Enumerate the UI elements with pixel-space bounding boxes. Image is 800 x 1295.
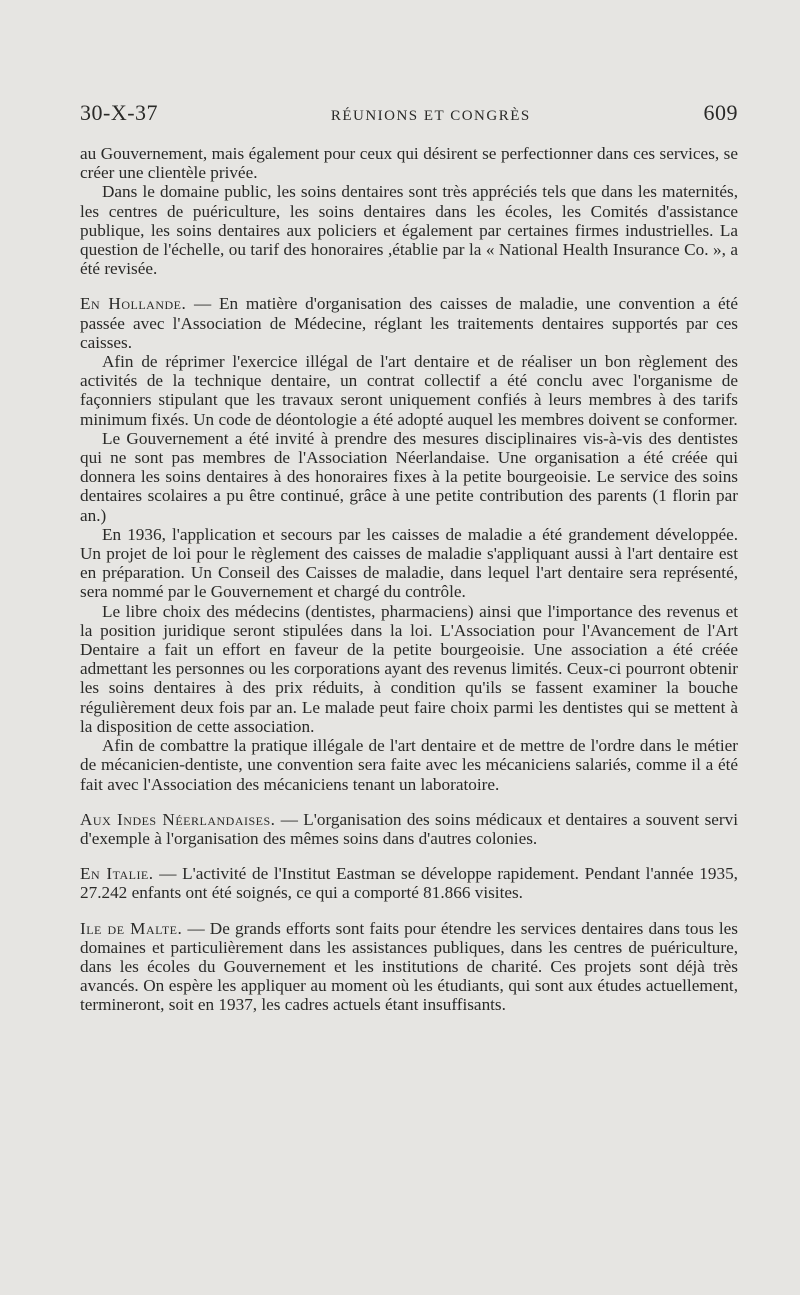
section-malte xyxy=(80,919,738,1015)
page-number: 609 xyxy=(703,100,738,125)
paragraph-text: au Gouvernement, mais également pour ceux qui désirent se perfectionner dans ces services, se créer une clientèle privée. xyxy=(80,144,738,183)
paragraph-5 xyxy=(80,429,738,525)
paragraph-8 xyxy=(80,736,738,794)
running-head xyxy=(80,100,738,126)
section-hollande xyxy=(80,294,738,352)
paragraph-text: Afin de combattre la pratique illégale de l'art dentaire et de mettre de l'ordre dans le métier de mécanicien-dentiste, une convention sera faite avec les mécaniciens salariés, comme il a été fait avec l'Association des mécaniciens tenant un laboratoire. xyxy=(80,736,738,794)
section-heading: En Hollande. xyxy=(80,294,187,314)
page xyxy=(80,100,738,1015)
paragraph-text: — En matière d'organisation des caisses de maladie, une convention a été passée avec l'Association de Médecine, réglant les traitements dentaires supportés par ces caisses. xyxy=(80,294,738,352)
header-date: 30-X-37 xyxy=(80,100,159,125)
paragraph-text: — L'organisation des soins médicaux et dentaires a souvent servi d'exemple à l'organisation des mêmes soins dans d'autres colonies. xyxy=(80,809,738,848)
section-heading: Aux Indes Néerlandaises. xyxy=(80,809,276,829)
body-text xyxy=(80,144,738,1015)
section-indes xyxy=(80,810,738,848)
section-heading: Ile de Malte. xyxy=(80,918,183,938)
paragraph-text: En 1936, l'application et secours par les caisses de maladie a été grandement développée. Un projet de loi pour le règlement des caisses de maladie s'appliquant aussi à l'art dentaire est en préparation. Un Conseil des Caisses de maladie, dans lequel l'art dentaire sera représenté, sera nommé par le Gouvernement et chargé du contrôle. xyxy=(80,524,738,602)
paragraph-4 xyxy=(80,352,738,429)
paragraph-2 xyxy=(80,182,738,278)
paragraph-7 xyxy=(80,602,738,736)
paragraph-text: Afin de réprimer l'exercice illégal de l'art dentaire et de réaliser un bon règlement des activités de la technique dentaire, un contrat collectif a été conclu avec l'organisme de façonniers stipulant que les travaux seront uniquement confiés à leurs membres à des tarifs minimum fixés. Un code de déontologie a été adopté auquel les membres doivent se conformer. xyxy=(80,352,738,429)
paragraph-text: — De grands efforts sont faits pour étendre les services dentaires dans tous les domaines et particulièrement dans les assistances publiques, dans les centres de puériculture, dans les écoles du Gouvernement et les institutions de charité. Ces projets sont déjà très avancés. On espère les appliquer au moment où les étudiants, qui sont aux études actuellement, termineront, soit en 1937, les cadres actuels étant insuffisants. xyxy=(80,918,738,1015)
section-italie xyxy=(80,864,738,902)
paragraph-text: Le libre choix des médecins (dentistes, pharmaciens) ainsi que l'importance des revenus et la position juridique seront stipulées dans la loi. L'Association pour l'Avancement de l'Art Dentaire a fait un effort en faveur de la petite bourgeoisie. Une association a été créée admettant les personnes ou les corporations ayant des revenus limités. Ceux-ci pourront obtenir les soins dentaires à des prix réduits, à condition qu'ils se fassent examiner la bouche régulièrement deux fois par an. Le malade peut faire choix parmi les dentistes qui se mettent à la disposition de cette association. xyxy=(80,601,738,736)
header-title: RÉUNIONS ET CONGRÈS xyxy=(330,108,531,124)
paragraph-text: Le Gouvernement a été invité à prendre des mesures disciplinaires vis-à-vis des dentistes qui ne sont pas membres de l'Association Néerlandaise. Une organisation a été créée qui donnera les soins dentaires à des honoraires fixes à la petite bourgeoisie. Le service des soins dentaires scolaires a pu être continué, grâce à une petite contribution des parents (1 florin par an.) xyxy=(80,428,738,525)
paragraph-text: Dans le domaine public, les soins dentaires sont très appréciés tels que dans les maternités, les centres de puériculture, les soins dentaires dans les écoles, les Comités d'assistance publique, les soins dentaires aux policiers et également par certaines firmes industrielles. La question de l'échelle, ou tarif des honoraires ,établie par la « National Health Insurance Co. », a été revisée. xyxy=(80,182,738,279)
paragraph-6 xyxy=(80,525,738,602)
section-heading: En Italie. xyxy=(80,864,154,884)
paragraph-1 xyxy=(80,144,738,182)
paragraph-text: — L'activité de l'Institut Eastman se développe rapidement. Pendant l'année 1935, 27.242 enfants ont été soignés, ce qui a comporté 81.866 visites. xyxy=(80,864,738,903)
